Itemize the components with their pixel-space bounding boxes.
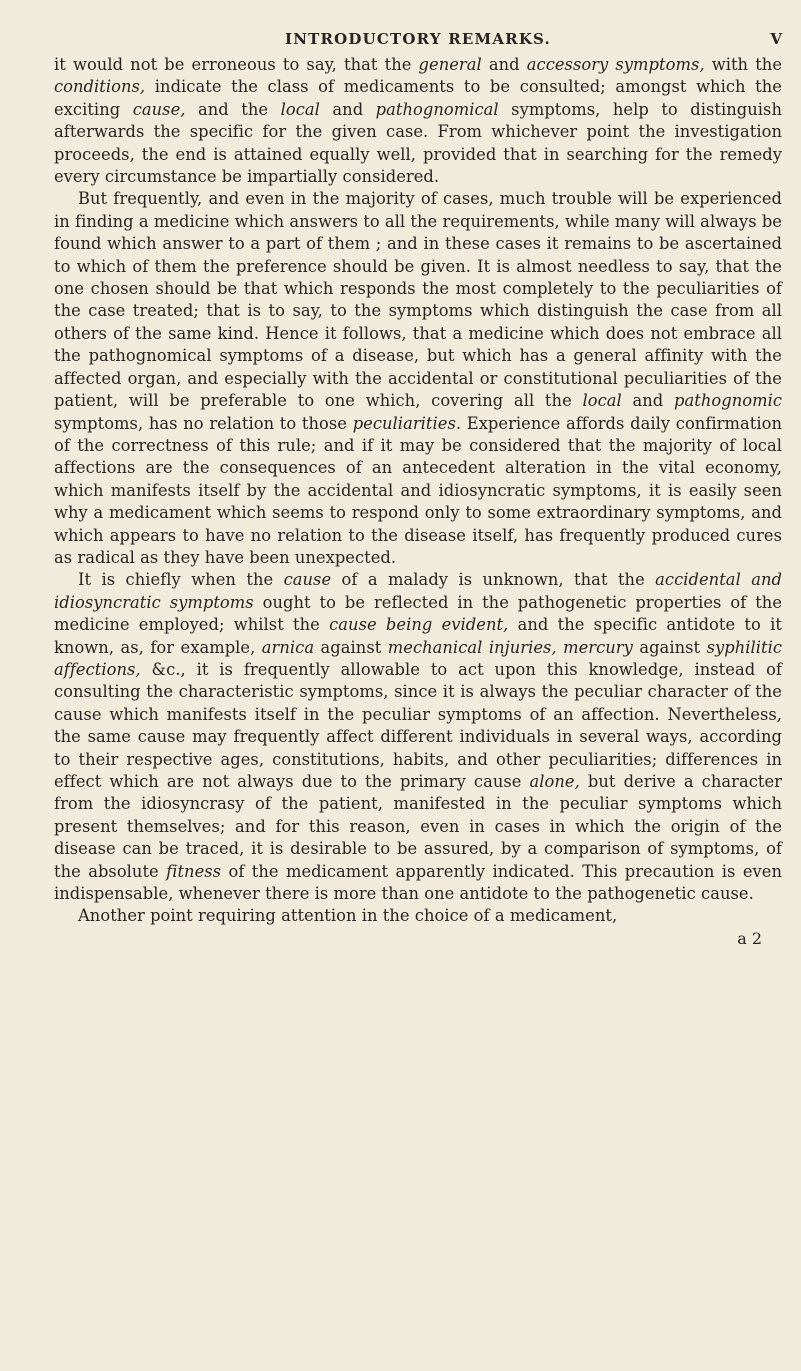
italic-run: accessory symptoms, — [526, 55, 705, 74]
italic-run: cause — [283, 570, 332, 590]
text-run: But frequently, and even in the majority of cases, much trouble will be experienced in finding a medicine which answers to all the requirements, while many will always be found which answer to a part of them ; and in these cases it remains to be ascertained to which of them the preference should be given. It is almost needless to say, that the one chosen should be that which responds the most completely to the peculiarities of the case treated; that is to say, to the symptoms which distinguish the case from all others of the same kind. Hence it follows, that a medicine which does not embrace all the pathognomical symptoms of a disease, but which has a general affinity with the affected organ, and especially with the accidental or constitutional peculiarities of the patient, will be preferable to one which, covering all the — [54, 189, 782, 411]
running-title: INTRODUCTORY REMARKS. — [285, 30, 551, 48]
italic-run: conditions, — [54, 77, 146, 97]
text-run: Experience affords daily confirmation of the correctness of this rule; and if it may be considered that the majority of local affections are the consequences of an antecedent alteration in the vital economy, which manifests itself by the accidental and idiosyncratic symptoms, it is easily seen why a medicament which seems to respond only to some extraordinary symptoms, and which appears to have no relation to the disease itself, has frequently produced cures as radical as they have been unexpected. — [54, 413, 782, 567]
running-head — [54, 30, 782, 52]
italic-run: mechanical injuries, mercury — [387, 637, 633, 657]
text-run: against — [632, 637, 707, 657]
italic-run: peculiarities. — [352, 413, 462, 433]
text-run: It is chiefly when the — [78, 570, 284, 590]
text-run: ought to be reflected in the pathogenetic properties of the medicine employed; whilst the — [54, 592, 783, 635]
body-text — [54, 54, 782, 928]
italic-run: pathognomic — [674, 391, 782, 411]
italic-run: pathognomical — [375, 99, 499, 119]
italic-run: alone, — [529, 772, 580, 791]
text-run: it would not be erroneous to say, that the — [54, 55, 419, 74]
text-run: against — [314, 637, 388, 657]
text-run: and — [621, 391, 675, 411]
page-number: V — [770, 30, 782, 48]
text-run: &c., it is frequently allowable to act upon this knowledge, instead of consulting the characteristic symptoms, since it is always the peculiar character of the cause which manifests itself in the peculiar symptoms of an affection. Nevertheless, the same cause may frequently affect different individuals in several ways, according to their respective ages, constitutions, habits, and other peculiarities; differences in effect which are not always due to the primary cause — [54, 659, 782, 791]
paragraph-continued — [54, 54, 782, 188]
italic-run: general — [418, 55, 482, 74]
text-run: symptoms, help to distinguish afterwards the specific for the given case. From whichever point the investigation proceeds, the end is attained equally well, provided that in searching for the remedy every circumstance be impartially considered. — [54, 99, 782, 187]
text-run: Another point requiring attention in the choice of a medicament, — [78, 906, 618, 926]
italic-run: accidental and idiosyncratic symptoms — [54, 570, 782, 612]
paragraph-cause — [54, 569, 782, 905]
text-run: with the — [704, 55, 783, 74]
text-run: and the specific antidote to it known, as, for example, — [54, 615, 782, 657]
italic-run: arnica — [261, 637, 315, 657]
italic-run: fitness — [166, 861, 222, 881]
text-run: and — [481, 55, 527, 74]
italic-run: cause, — [132, 99, 186, 119]
text-run: of a malady is unknown, that the — [331, 570, 656, 590]
italic-run: cause being evident, — [329, 615, 509, 635]
italic-run: local — [582, 391, 622, 411]
text-run: indicate the class of medicaments to be consulted; amongst which the exciting — [54, 77, 782, 119]
text-run: symptoms, has no relation to those — [54, 413, 353, 433]
text-run: of the medicament apparently indicated. This precaution is even indispensable, whenever there is more than one antidote to the pathogenetic cause. — [54, 861, 782, 904]
book-page — [54, 30, 782, 948]
signature-mark: a 2 — [737, 928, 762, 948]
text-run: but derive a character from the idiosyncrasy of the patient, manifested in the peculiar symptoms which present themselves; and for this reason, even in cases in which the origin of the disease can be traced, it is desirable to be assured, by a comparison of symptoms, of the absolute — [54, 772, 782, 881]
italic-run: syphilitic affections, — [54, 637, 783, 679]
paragraph-preference — [54, 188, 782, 569]
text-run: and the — [185, 99, 281, 119]
paragraph-another-point — [54, 905, 782, 927]
text-run: and — [319, 99, 376, 119]
italic-run: local — [280, 99, 320, 119]
